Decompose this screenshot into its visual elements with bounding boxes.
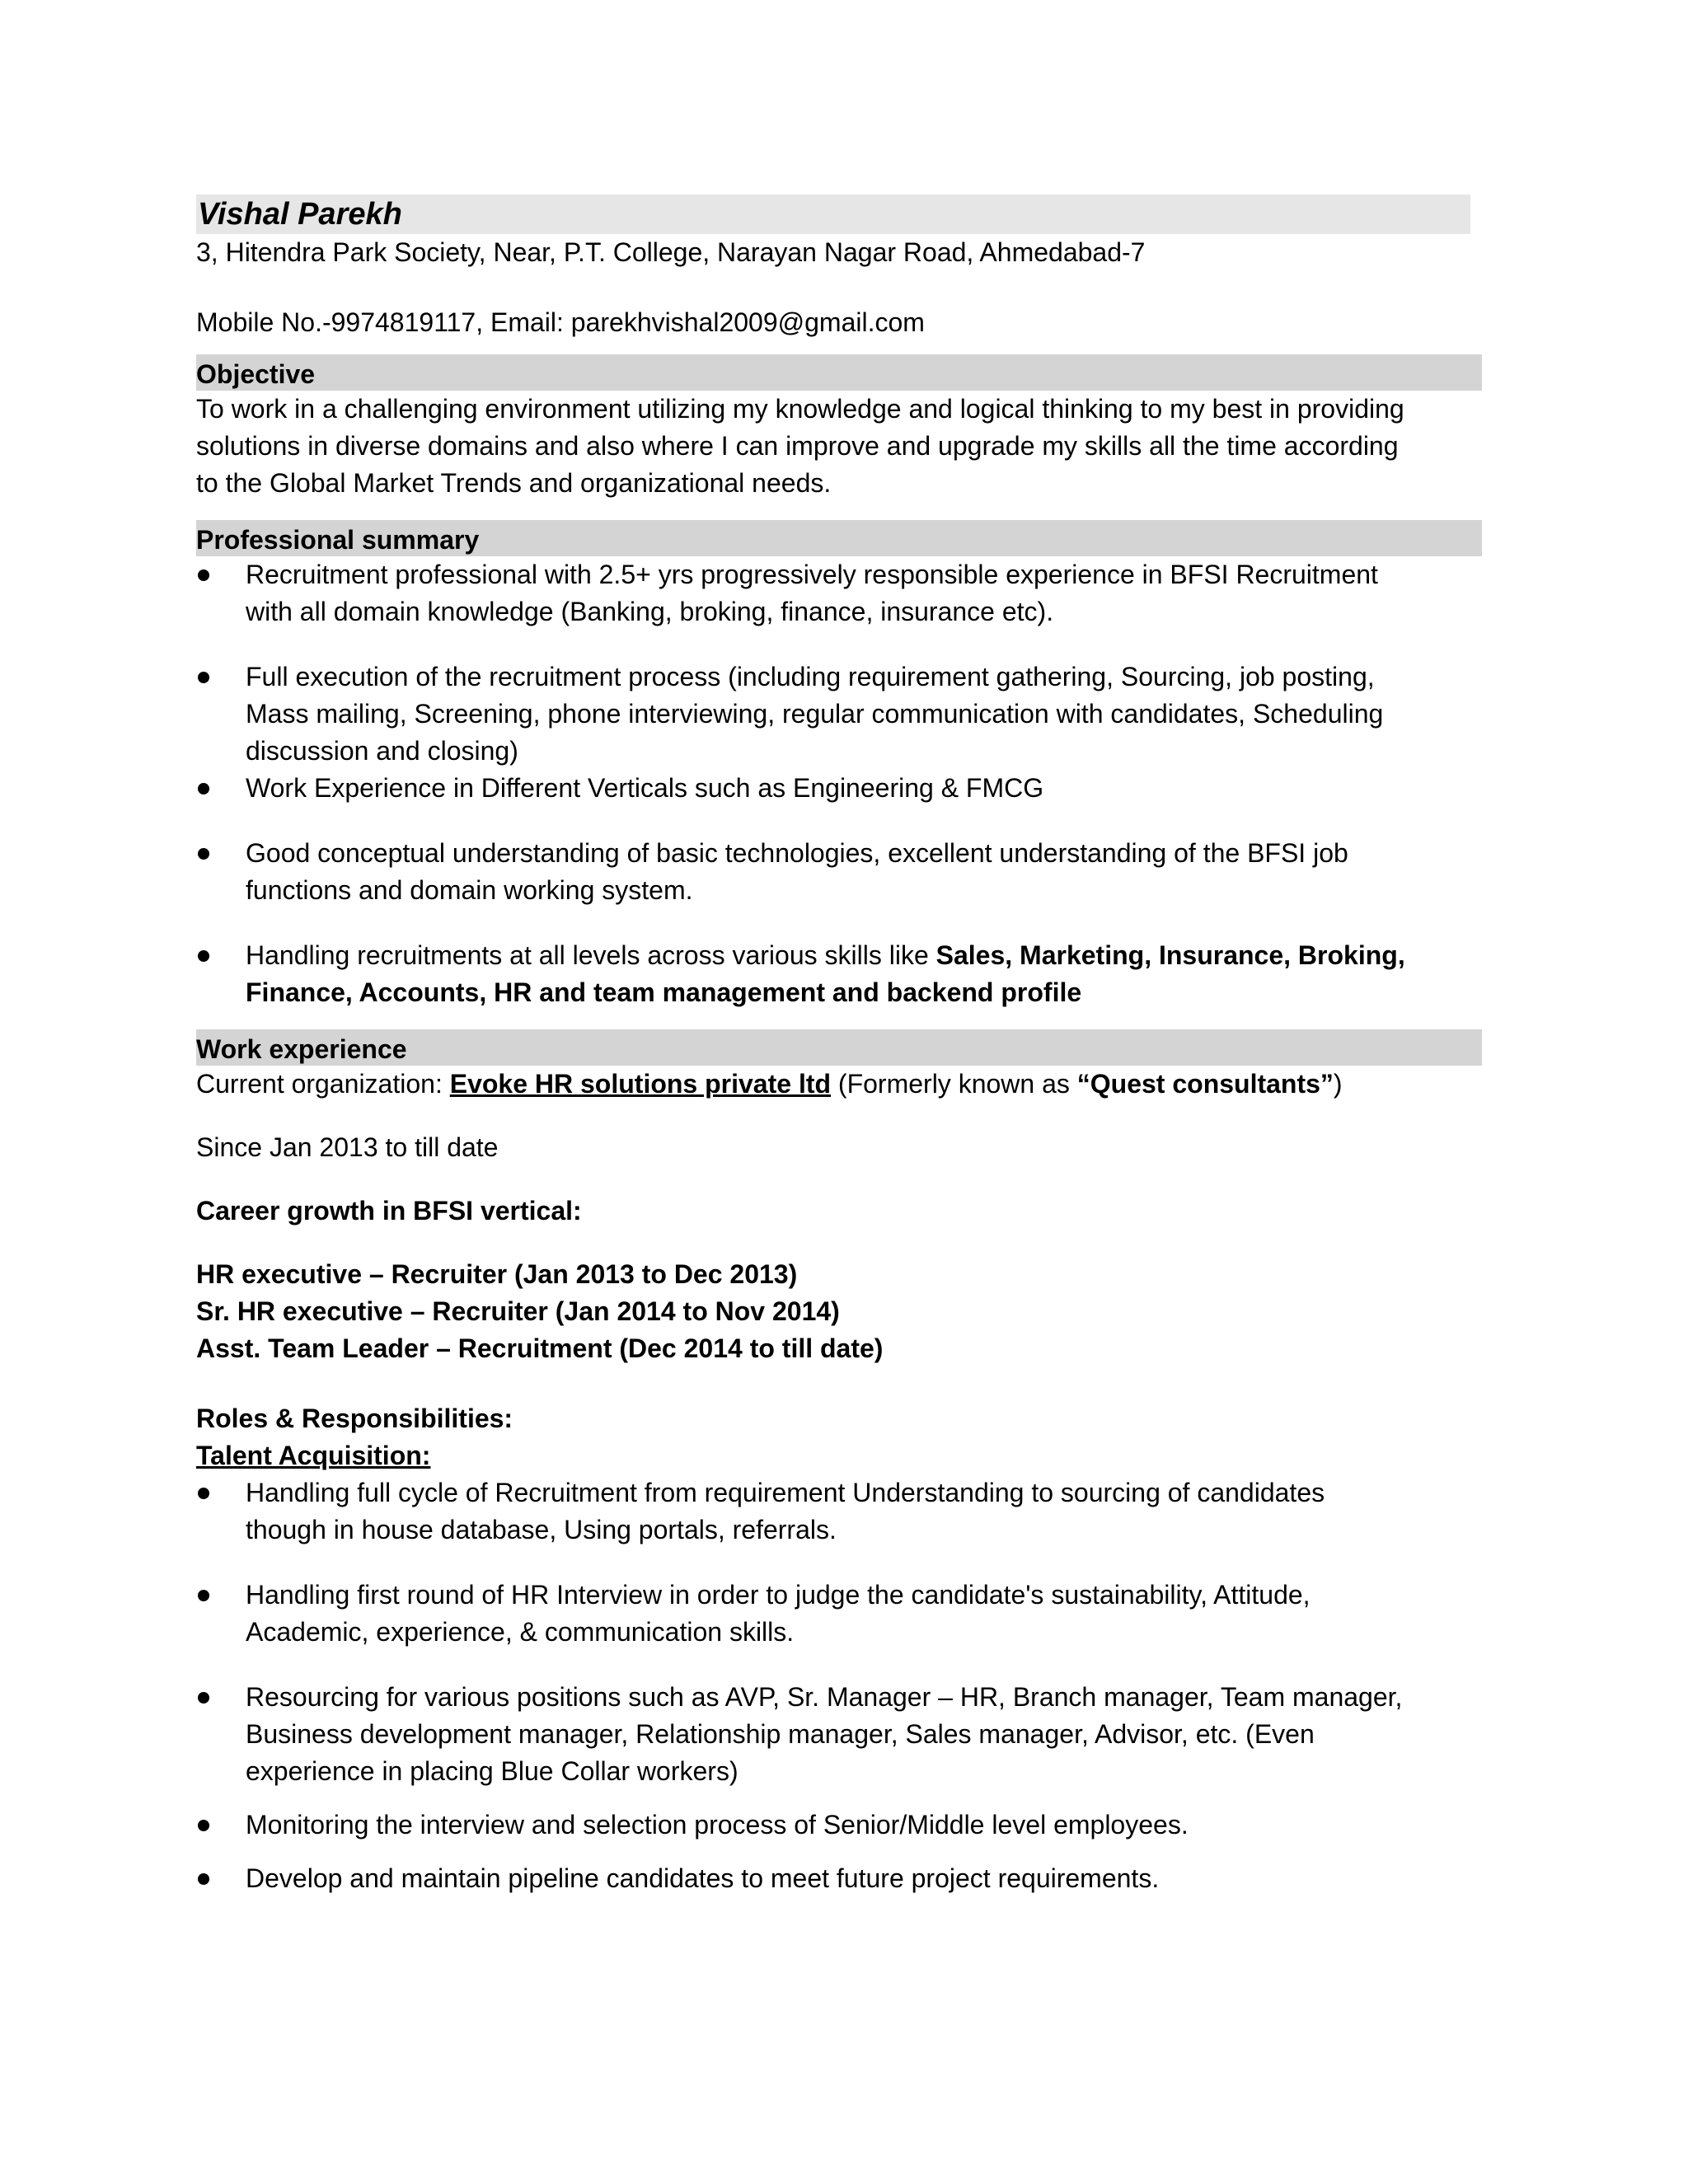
list-item: Recruitment professional with 2.5+ yrs progressively responsible experience in BFSI Recruitment with all domain knowledge (Banking, broking, finance, insurance etc). [196,556,1482,630]
objective-text: To work in a challenging environment utilizing my knowledge and logical thinking to my best in providing solutions in diverse domains and also where I can improve and upgrade my skills all the time according to the Global Market Trends and organizational needs. [196,394,1404,498]
career-step: Sr. HR executive – Recruiter (Jan 2014 to Nov 2014) [196,1296,840,1326]
employment-period: Since Jan 2013 to till date [196,1132,499,1162]
address-line: 3, Hitendra Park Society, Near, P.T. College, Narayan Nagar Road, Ahmedabad-7 [196,237,1146,267]
candidate-name: Vishal Parekh [196,194,1470,234]
bullet-icon [198,672,209,683]
summary-list [196,556,1482,1011]
roles-heading: Roles & Responsibilities: [196,1404,513,1433]
bullet-icon [198,1488,209,1499]
current-organization: Current organization: Evoke HR solutions private ltd (Formerly known as “Quest consultants”) [196,1069,1343,1099]
bullet-icon [198,1692,209,1704]
list-item: Resourcing for various positions such as AVP, Sr. Manager – HR, Branch manager, Team manager, Business development manager, Relationship manager, Sales manager, Advisor, etc. (Even experience in placing Blue Collar workers) [196,1679,1482,1790]
list-item: Handling full cycle of Recruitment from requirement Understanding to sourcing of candidates though in house database, Using portals, referrals. [196,1474,1482,1549]
talent-acquisition-heading: Talent Acquisition: [196,1441,431,1470]
career-step: HR executive – Recruiter (Jan 2013 to Dec 2013) [196,1259,798,1289]
list-item: Develop and maintain pipeline candidates to meet future project requirements. [196,1860,1482,1897]
resume-page [196,194,1482,1897]
professional-summary-heading: Professional summary [196,520,1482,556]
list-item: Work Experience in Different Verticals such as Engineering & FMCG [196,770,1482,807]
bullet-icon [198,950,209,962]
responsibilities-list [196,1474,1482,1897]
bullet-icon [198,848,209,860]
organization-name: Evoke HR solutions private ltd [449,1069,832,1099]
list-item: Handling first round of HR Interview in order to judge the candidate's sustainability, Attitude, Academic, experience, & communication skills. [196,1577,1482,1651]
bullet-icon [198,569,209,581]
bullet-icon [198,1873,209,1885]
list-item: Monitoring the interview and selection process of Senior/Middle level employees. [196,1807,1482,1844]
career-step: Asst. Team Leader – Recruitment (Dec 2014 to till date) [196,1333,884,1363]
work-experience-heading: Work experience [196,1029,1482,1066]
contact-line: Mobile No.-9974819117, Email: parekhvishal2009@gmail.com [196,307,925,337]
bullet-icon [198,783,209,794]
career-growth-heading: Career growth in BFSI vertical: [196,1196,582,1226]
bullet-icon [198,1590,209,1601]
bullet-icon [198,1820,209,1831]
list-item: Good conceptual understanding of basic technologies, excellent understanding of the BFSI job functions and domain working system. [196,835,1482,909]
objective-heading: Objective [196,354,1482,391]
list-item: Full execution of the recruitment process (including requirement gathering, Sourcing, job posting, Mass mailing, Screening, phone interviewing, regular communication with candidates, Scheduling discussion and closing) [196,658,1482,770]
career-growth-list [196,1256,1482,1367]
list-item: Handling recruitments at all levels across various skills like Sales, Marketing, Insurance, Broking, Finance, Accounts, HR and team management and backend profile [196,937,1482,1011]
